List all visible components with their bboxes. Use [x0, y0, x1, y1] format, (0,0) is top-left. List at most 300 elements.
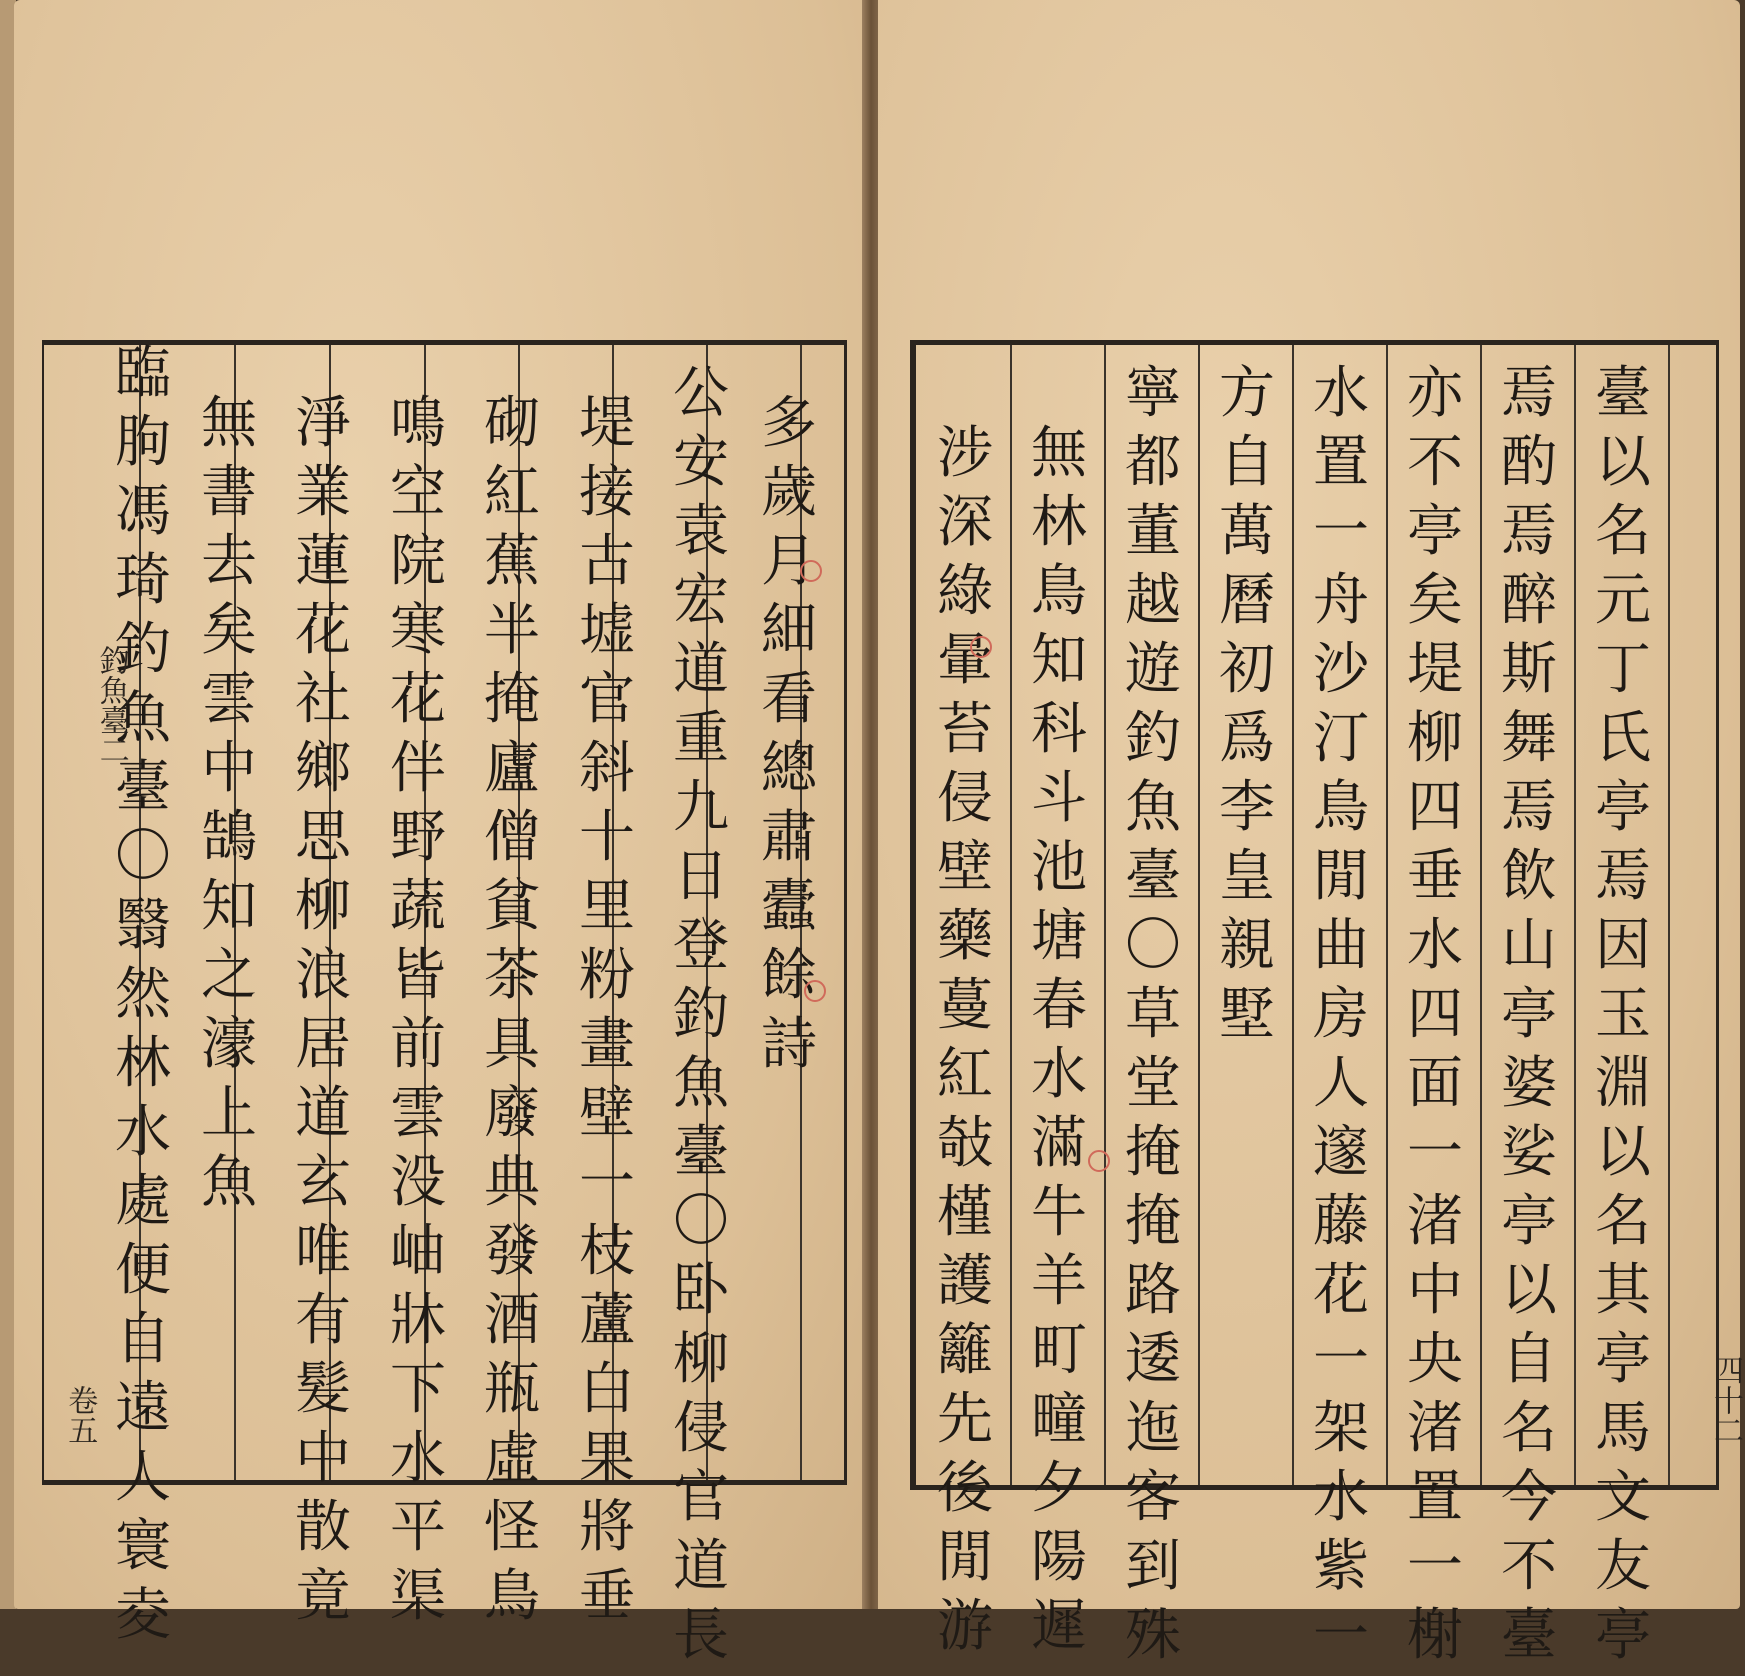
glyph: 遊: [1125, 637, 1181, 702]
glyph: 以: [1501, 1258, 1557, 1323]
glyph: 浪: [295, 943, 351, 1008]
glyph: 白: [579, 1357, 635, 1422]
glyph: 中: [1407, 1258, 1463, 1323]
glyph: 舟: [1313, 568, 1369, 633]
glyph: 都: [1125, 430, 1181, 495]
glyph: 閒: [1313, 844, 1369, 909]
glyph: 沙: [1313, 637, 1369, 702]
glyph: 今: [1501, 1465, 1557, 1530]
glyph: 虛: [484, 1426, 540, 1491]
glyph: 畫: [579, 1012, 635, 1077]
glyph: 柳: [673, 1327, 729, 1392]
glyph: 閒: [937, 1525, 993, 1590]
glyph: 面: [1407, 1051, 1463, 1116]
glyph: 不: [1407, 430, 1463, 495]
glyph: 書: [201, 460, 257, 525]
glyph: 里: [579, 874, 635, 939]
glyph: 亭: [1595, 1327, 1651, 1392]
glyph: 接: [579, 460, 635, 525]
text-column: [186, 391, 272, 1223]
glyph: 玄: [295, 1150, 351, 1215]
glyph: 然: [115, 962, 171, 1027]
glyph: 自: [115, 1307, 171, 1372]
glyph: 陽: [1031, 1525, 1087, 1590]
glyph: 臺: [1595, 361, 1651, 426]
glyph: 馮: [115, 479, 171, 544]
glyph: 殊: [1125, 1603, 1181, 1668]
glyph: 親: [1219, 913, 1275, 978]
glyph: 科: [1031, 697, 1087, 762]
glyph: 池: [1031, 835, 1087, 900]
glyph: 釣: [1125, 706, 1181, 771]
glyph: 到: [1125, 1534, 1181, 1599]
glyph: 越: [1125, 568, 1181, 633]
glyph: 苔: [937, 697, 993, 762]
glyph: 卧: [673, 1258, 729, 1323]
glyph: 矣: [1407, 568, 1463, 633]
margin-volume-text: 卷五: [62, 1385, 98, 1445]
glyph: 釣: [673, 982, 729, 1047]
glyph: 藤: [1313, 1189, 1369, 1254]
glyph: 臺: [115, 755, 171, 820]
glyph: 醉: [1501, 568, 1557, 633]
text-column: [469, 391, 555, 1637]
glyph: 水: [1407, 913, 1463, 978]
glyph: 琦: [115, 548, 171, 613]
text-column: [922, 421, 1008, 1667]
glyph: 蔓: [937, 973, 993, 1038]
glyph: 蕉: [484, 529, 540, 594]
glyph: 果: [579, 1426, 635, 1491]
glyph: 臺: [673, 1120, 729, 1185]
glyph: 護: [937, 1249, 993, 1314]
glyph: 鄉: [295, 736, 351, 801]
column-rule: [1104, 345, 1106, 1485]
glyph: 疃: [1031, 1387, 1087, 1452]
glyph: 月: [761, 529, 817, 594]
glyph: 院: [390, 529, 446, 594]
glyph: 酌: [1501, 430, 1557, 495]
glyph: 知: [201, 874, 257, 939]
glyph: 日: [673, 844, 729, 909]
glyph: 具: [484, 1012, 540, 1077]
glyph: 道: [295, 1081, 351, 1146]
glyph: 迤: [1125, 1396, 1181, 1461]
glyph: 安: [673, 430, 729, 495]
glyph: 廢: [484, 1081, 540, 1146]
glyph: 暈: [937, 628, 993, 693]
glyph: 發: [484, 1219, 540, 1284]
glyph: 廬: [484, 736, 540, 801]
glyph: 自: [1501, 1327, 1557, 1392]
glyph: 十: [579, 805, 635, 870]
glyph: 侵: [937, 766, 993, 831]
glyph: 之: [201, 943, 257, 1008]
glyph: 牀: [390, 1288, 446, 1353]
glyph: 婆: [1501, 1051, 1557, 1116]
glyph: 去: [201, 529, 257, 594]
glyph: 丁: [1595, 637, 1651, 702]
glyph: 多: [761, 391, 817, 456]
glyph: 紅: [937, 1042, 993, 1107]
glyph: 貧: [484, 874, 540, 939]
glyph: 林: [1031, 490, 1087, 555]
glyph: 垂: [1407, 844, 1463, 909]
glyph: 逶: [1125, 1327, 1181, 1392]
glyph: 鳥: [1313, 775, 1369, 840]
glyph: 榭: [1407, 1603, 1463, 1668]
glyph: 没: [390, 1150, 446, 1215]
glyph: 濠: [201, 1012, 257, 1077]
glyph: 魚: [1125, 775, 1181, 840]
glyph: 知: [1031, 628, 1087, 693]
glyph: 花: [1313, 1258, 1369, 1323]
glyph: 其: [1595, 1258, 1651, 1323]
glyph: 〇: [673, 1189, 729, 1254]
glyph: 野: [390, 805, 446, 870]
glyph: 馬: [1595, 1396, 1651, 1461]
glyph: 萬: [1219, 499, 1275, 564]
glyph: 渠: [390, 1564, 446, 1629]
glyph: 寧: [1125, 361, 1181, 426]
glyph: 董: [1125, 499, 1181, 564]
glyph: 房: [1313, 982, 1369, 1047]
text-column: [1392, 361, 1478, 1676]
glyph: 僧: [484, 805, 540, 870]
glyph: 一: [1313, 1327, 1369, 1392]
glyph: 矣: [201, 598, 257, 663]
glyph: 一: [1313, 499, 1369, 564]
text-column: [658, 361, 744, 1676]
text-column: [1204, 361, 1290, 1055]
column-rule: [1386, 345, 1388, 1485]
glyph: 堤: [579, 391, 635, 456]
glyph: 名: [1595, 499, 1651, 564]
glyph: 空: [390, 460, 446, 525]
glyph: 遠: [115, 1376, 171, 1441]
glyph: 臺: [1125, 844, 1181, 909]
glyph: 典: [484, 1150, 540, 1215]
glyph: 居: [295, 1012, 351, 1077]
glyph: 柳: [1407, 706, 1463, 771]
glyph: 名: [1595, 1189, 1651, 1254]
glyph: 砌: [484, 391, 540, 456]
glyph: 業: [295, 460, 351, 525]
glyph: 魚: [115, 686, 171, 751]
glyph: 人: [115, 1445, 171, 1510]
glyph: 水: [1313, 361, 1369, 426]
glyph: 紫: [1313, 1534, 1369, 1599]
glyph: 蔬: [390, 874, 446, 939]
text-column: [1486, 361, 1572, 1676]
glyph: 細: [761, 598, 817, 663]
glyph: 爲: [1219, 706, 1275, 771]
glyph: 亦: [1407, 361, 1463, 426]
glyph: 鳴: [390, 391, 446, 456]
glyph: 游: [937, 1594, 993, 1659]
glyph: 玉: [1595, 982, 1651, 1047]
glyph: 〇: [1125, 913, 1181, 978]
glyph: 長: [673, 1603, 729, 1668]
glyph: 亭: [1407, 499, 1463, 564]
glyph: 雲: [201, 667, 257, 732]
glyph: 路: [1125, 1258, 1181, 1323]
glyph: 宏: [673, 568, 729, 633]
glyph: 邃: [1313, 1120, 1369, 1185]
glyph: 名: [1501, 1396, 1557, 1461]
glyph: 總: [761, 736, 817, 801]
text-column: [1298, 361, 1384, 1676]
text-column: [100, 341, 186, 1656]
glyph: 遲: [1031, 1594, 1087, 1659]
glyph: 竟: [295, 1564, 351, 1629]
glyph: 臺: [1501, 1603, 1557, 1668]
glyph: 羊: [1031, 1249, 1087, 1314]
glyph: 官: [673, 1465, 729, 1530]
glyph: 渚: [1407, 1189, 1463, 1254]
glyph: 墟: [579, 598, 635, 663]
glyph: 架: [1313, 1396, 1369, 1461]
red-circle-mark: [804, 980, 826, 1002]
glyph: 水: [1313, 1465, 1369, 1530]
page-number-text: 四十二: [1708, 1355, 1743, 1445]
glyph: 夕: [1031, 1456, 1087, 1521]
glyph: 掩: [1125, 1120, 1181, 1185]
glyph: 古: [579, 529, 635, 594]
glyph: 後: [937, 1456, 993, 1521]
text-column: [375, 391, 461, 1637]
glyph: 掩: [484, 667, 540, 732]
glyph: 皇: [1219, 844, 1275, 909]
glyph: 斗: [1031, 766, 1087, 831]
glyph: 文: [1595, 1465, 1651, 1530]
glyph: 渚: [1407, 1396, 1463, 1461]
glyph: 鳥: [484, 1564, 540, 1629]
text-column: [1016, 421, 1102, 1667]
glyph: 無: [201, 391, 257, 456]
glyph: 一: [1407, 1534, 1463, 1599]
glyph: 亭: [1501, 982, 1557, 1047]
glyph: 曆: [1219, 568, 1275, 633]
margin-title-text: 釣魚臺二: [93, 645, 129, 765]
glyph: 思: [295, 805, 351, 870]
glyph: 壁: [579, 1081, 635, 1146]
glyph: 皆: [390, 943, 446, 1008]
glyph: 臨: [115, 341, 171, 406]
glyph: 柳: [295, 874, 351, 939]
glyph: 掩: [1125, 1189, 1181, 1254]
glyph: 牛: [1031, 1180, 1087, 1245]
glyph: 氏: [1595, 706, 1651, 771]
glyph: 岫: [390, 1219, 446, 1284]
text-column: [1110, 361, 1196, 1676]
glyph: 林: [115, 1031, 171, 1096]
glyph: 亭: [1595, 1603, 1651, 1668]
glyph: 肅: [761, 805, 817, 870]
glyph: 蘆: [579, 1288, 635, 1353]
glyph: 蓮: [295, 529, 351, 594]
glyph: 水: [115, 1100, 171, 1165]
glyph: 元: [1595, 568, 1651, 633]
glyph: 焉: [1595, 844, 1651, 909]
glyph: 娑: [1501, 1120, 1557, 1185]
glyph: 壁: [937, 835, 993, 900]
glyph: 涉: [937, 421, 993, 486]
glyph: 不: [1501, 1534, 1557, 1599]
glyph: 堤: [1407, 637, 1463, 702]
glyph: 蠹: [761, 874, 817, 939]
glyph: 便: [115, 1238, 171, 1303]
glyph: 處: [115, 1169, 171, 1234]
right-page: [878, 0, 1743, 1668]
red-circle-mark: [1088, 1150, 1110, 1172]
glyph: 亭: [1595, 775, 1651, 840]
glyph: 官: [579, 667, 635, 732]
glyph: 四: [1407, 982, 1463, 1047]
glyph: 伴: [390, 736, 446, 801]
left-page: [14, 0, 866, 1668]
glyph: 上: [201, 1081, 257, 1146]
glyph: 下: [390, 1357, 446, 1422]
glyph: 敧: [937, 1111, 993, 1176]
glyph: 舞: [1501, 706, 1557, 771]
glyph: 友: [1595, 1534, 1651, 1599]
glyph: 魚: [201, 1150, 257, 1215]
glyph: 一: [1407, 1120, 1463, 1185]
text-column: [280, 391, 366, 1637]
glyph: 瓶: [484, 1357, 540, 1422]
glyph: 深: [937, 490, 993, 555]
glyph: 九: [673, 775, 729, 840]
column-rule: [1292, 345, 1294, 1485]
glyph: 春: [1031, 973, 1087, 1038]
glyph: 將: [579, 1495, 635, 1560]
margin-title: [48, 645, 174, 765]
glyph: 籬: [937, 1318, 993, 1383]
column-rule: [1668, 345, 1670, 1485]
glyph: 花: [390, 667, 446, 732]
glyph: 置: [1407, 1465, 1463, 1530]
glyph: 前: [390, 1012, 446, 1077]
glyph: 飲: [1501, 844, 1557, 909]
glyph: 鳥: [1031, 559, 1087, 624]
glyph: 〇: [115, 824, 171, 889]
page-number: [1678, 1355, 1745, 1445]
column-rule: [1198, 345, 1200, 1485]
left-text-frame: [42, 340, 847, 1668]
glyph: 寰: [115, 1514, 171, 1579]
glyph: 以: [1595, 430, 1651, 495]
right-text-frame: [910, 340, 1743, 1668]
glyph: 亭: [1501, 1189, 1557, 1254]
glyph: 餘: [761, 943, 817, 1008]
glyph: 社: [295, 667, 351, 732]
glyph: 淨: [295, 391, 351, 456]
glyph: 一: [1313, 1603, 1369, 1668]
glyph: 水: [390, 1426, 446, 1491]
glyph: 鵠: [201, 805, 257, 870]
glyph: 客: [1125, 1465, 1181, 1530]
glyph: 道: [673, 1534, 729, 1599]
glyph: 一: [579, 1150, 635, 1215]
glyph: 花: [295, 598, 351, 663]
glyph: 無: [1031, 421, 1087, 486]
glyph: 置: [1313, 430, 1369, 495]
glyph: 墅: [1219, 982, 1275, 1047]
glyph: 寒: [390, 598, 446, 663]
column-rule: [1574, 345, 1576, 1485]
glyph: 中: [295, 1426, 351, 1491]
glyph: 汀: [1313, 706, 1369, 771]
glyph: 歲: [761, 460, 817, 525]
glyph: 翳: [115, 893, 171, 958]
glyph: 釣: [115, 617, 171, 682]
margin-volume: [48, 1385, 111, 1445]
glyph: 重: [673, 706, 729, 771]
glyph: 散: [295, 1495, 351, 1560]
glyph: 水: [1031, 1042, 1087, 1107]
glyph: 町: [1031, 1318, 1087, 1383]
glyph: 央: [1407, 1327, 1463, 1392]
glyph: 垂: [579, 1564, 635, 1629]
column-rule: [1010, 345, 1012, 1485]
glyph: 平: [390, 1495, 446, 1560]
glyph: 李: [1219, 775, 1275, 840]
glyph: 朐: [115, 410, 171, 475]
glyph: 綠: [937, 559, 993, 624]
glyph: 酒: [484, 1288, 540, 1353]
glyph: 公: [673, 361, 729, 426]
glyph: 登: [673, 913, 729, 978]
glyph: 中: [201, 736, 257, 801]
glyph: 草: [1125, 982, 1181, 1047]
glyph: 自: [1219, 430, 1275, 495]
glyph: 唯: [295, 1219, 351, 1284]
glyph: 半: [484, 598, 540, 663]
text-column: [564, 391, 650, 1637]
glyph: 看: [761, 667, 817, 732]
glyph: 焉: [1501, 361, 1557, 426]
glyph: 滿: [1031, 1111, 1087, 1176]
glyph: 焉: [1501, 775, 1557, 840]
glyph: 侵: [673, 1396, 729, 1461]
glyph: 因: [1595, 913, 1651, 978]
glyph: 先: [937, 1387, 993, 1452]
glyph: 紅: [484, 460, 540, 525]
glyph: 槿: [937, 1180, 993, 1245]
glyph: 袁: [673, 499, 729, 564]
red-circle-mark: [970, 636, 992, 658]
glyph: 髪: [295, 1357, 351, 1422]
glyph: 四: [1407, 775, 1463, 840]
glyph: 夌: [115, 1583, 171, 1648]
glyph: 以: [1595, 1120, 1651, 1185]
glyph: 藥: [937, 904, 993, 969]
glyph: 斯: [1501, 637, 1557, 702]
glyph: 焉: [1501, 499, 1557, 564]
glyph: 塘: [1031, 904, 1087, 969]
glyph: 堂: [1125, 1051, 1181, 1116]
glyph: 魚: [673, 1051, 729, 1116]
glyph: 雲: [390, 1081, 446, 1146]
column-rule: [1480, 345, 1482, 1485]
glyph: 曲: [1313, 913, 1369, 978]
glyph: 怪: [484, 1495, 540, 1560]
glyph: 方: [1219, 361, 1275, 426]
glyph: 詩: [761, 1012, 817, 1077]
glyph: 茶: [484, 943, 540, 1008]
glyph: 道: [673, 637, 729, 702]
